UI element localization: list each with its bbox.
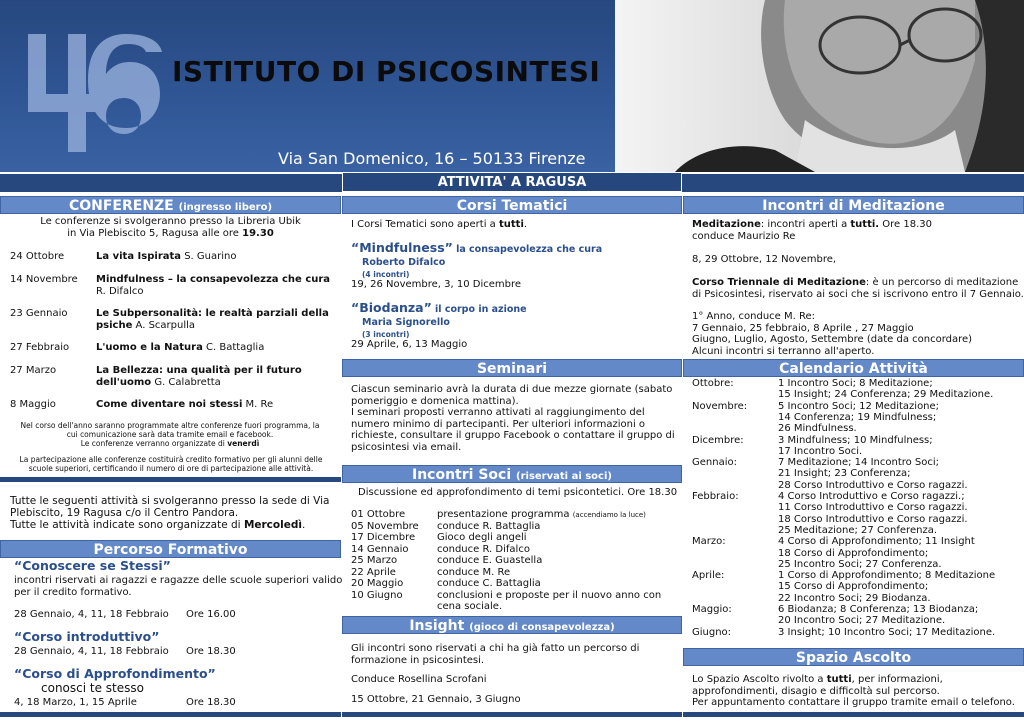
soci-date: 05 Novembre <box>351 520 419 532</box>
course-time: Ore 18.30 <box>186 697 236 708</box>
soci-topic: conduce R. Difalco <box>437 543 530 555</box>
soci-topic: Gioco degli angeli <box>437 532 527 543</box>
calendar-entry: 4 Corso Introduttivo e Corso ragazzi.; <box>778 491 965 502</box>
conferenze-note: Nel corso dell'anno saranno programmate altre conferenze fuori programma, la cui comunicazione sarà data tramite email e facebook. Le conferenze verranno organizzate di venerdì <box>20 421 320 448</box>
divider <box>0 477 341 482</box>
calendar-entry: 15 Corso di Approfondimento; <box>778 581 929 593</box>
calendar-entry: 18 Corso Introduttivo e Corso ragazzi. <box>778 513 968 525</box>
calendar-entry: 26 Mindfulness. <box>778 423 857 435</box>
conference-date: 27 Febbraio <box>10 342 70 353</box>
conference-title: La vita Ispirata S. Guarino <box>96 251 237 262</box>
soci-date: 14 Gennaio <box>351 543 409 555</box>
bottom-divider <box>342 712 682 717</box>
soci-topic: presentazione programma (accendiamo la luce) <box>437 509 646 520</box>
biodanza-teacher: Maria Signorello <box>362 317 450 328</box>
triennale-text: Corso Triennale di Meditazione: è un percorso di meditazione di Psicosintesi, riservato ai soci che si iscrivono entro il 7 Gennaio. <box>692 277 1024 300</box>
mindfulness-title: “Mindfulness” la consapevolezza che cura <box>351 240 603 255</box>
soci-section-header: Incontri Soci (riservati ai soci) <box>342 465 682 483</box>
conference-date: 8 Maggio <box>10 399 56 410</box>
soci-last-line: cena sociale. <box>437 601 503 612</box>
calendar-month: Aprile: <box>692 570 725 582</box>
soci-date: 01 Ottobre <box>351 509 406 520</box>
insight-text: Gli incontri sono riservati a chi ha già fatto un percorso di formazione in psicosintesi. <box>351 643 640 666</box>
calendar-month: Febbraio: <box>692 491 739 502</box>
calendar-month: Maggio: <box>692 604 732 615</box>
insight-conductor: Conduce Rosellina Scrofani <box>351 674 487 685</box>
soci-date: 20 Maggio <box>351 578 404 589</box>
meditazione-section-header: Incontri di Meditazione <box>683 196 1024 214</box>
calendar-month: Novembre: <box>692 400 748 412</box>
credito-note: La partecipazione alle conferenze costituirà credito formativo per gli alunni delle scuole superiori, certificando il numero di ore di partecipazione alle attività. <box>19 455 323 473</box>
calendar-entry: 25 Incontro Soci; 27 Conferenza. <box>778 558 942 570</box>
calendar-entry: 11 Corso Introduttivo e Corso ragazzi. <box>778 502 968 514</box>
corsi-intro: I Corsi Tematici sono aperti a tutti. <box>351 219 528 230</box>
calendar-entry: 5 Incontro Soci; 12 Meditazione; <box>778 400 940 412</box>
ascolto-text: Lo Spazio Ascolto rivolto a tutti, per informazioni, approfondimenti, disagio e difficoltà sul percorso. Per appuntamento contattare il gruppo tramite email o telefono. <box>692 674 1015 708</box>
bottom-divider <box>0 712 341 717</box>
biodanza-dates: 29 Aprile, 6, 13 Maggio <box>351 339 468 350</box>
soci-intro: Discussione ed approfondimento di temi psicontetici. Ore 18.30 <box>358 487 678 498</box>
soci-topic: conclusioni e proposte per il nuovo anno con <box>437 589 662 601</box>
calendar-entry: 7 Meditazione; 14 Incontro Soci; <box>778 457 940 469</box>
calendar-entry: 1 Incontro Soci; 8 Meditazione; <box>778 378 933 389</box>
page-title: ISTITUTO DI PSICOSINTESI <box>172 55 601 88</box>
portrait-photo <box>615 0 1024 172</box>
conference-date: 27 Marzo <box>10 365 57 376</box>
calendar-entry: 15 Insight; 24 Conferenza; 29 Meditazione. <box>778 389 994 401</box>
conference-date: 23 Gennaio <box>10 308 68 319</box>
calendar-month: Marzo: <box>692 536 726 548</box>
biodanza-count: (3 incontri) <box>362 330 410 339</box>
course-description: incontri riservati ai ragazzi e ragazze delle scuole superiori valido per il credito formativo. <box>14 575 343 598</box>
mindfulness-teacher: Roberto Difalco <box>362 257 446 268</box>
course-time: Ore 18.30 <box>186 646 236 657</box>
conferenze-section-header: CONFERENZE (ingresso libero) <box>0 196 341 214</box>
institute-logo <box>8 14 173 164</box>
calendar-entry: 21 Insight; 23 Conferenza; <box>778 468 911 480</box>
conference-title: Mindfulness – la consapevolezza che cura R. Difalco <box>96 274 331 297</box>
conference-date: 14 Novembre <box>10 274 78 285</box>
calendar-entry: 28 Corso Introduttivo e Corso ragazzi. <box>778 479 968 491</box>
calendar-entry: 22 Incontro Soci; 29 Biodanza. <box>778 592 931 604</box>
calendar-entry: 14 Conferenza; 19 Mindfulness; <box>778 411 937 423</box>
calendar-entry: 3 Mindfulness; 10 Mindfulness; <box>778 434 933 446</box>
soci-topic: conduce C. Battaglia <box>437 578 541 589</box>
mindfulness-count: (4 incontri) <box>362 270 410 279</box>
conference-title: Come diventare noi stessi M. Re <box>96 399 274 410</box>
meditazione-conductor: conduce Maurizio Re <box>692 231 796 242</box>
ascolto-section-header: Spazio Ascolto <box>683 648 1024 666</box>
conferenze-intro: Le conferenze si svolgeranno presso la Libreria Ubik in Via Plebiscito 5, Ragusa alle ore 19.30 <box>40 216 301 239</box>
insight-dates: 15 Ottobre, 21 Gennaio, 3 Giugno <box>351 694 521 705</box>
meditazione-intro: Meditazione: incontri aperti a tutti. Ore 18.30 <box>692 219 932 230</box>
calendar-entry: 6 Biodanza; 8 Conferenza; 13 Biodanza; <box>778 604 979 615</box>
sede-info: Tutte le seguenti attività si svolgeranno presso la sede di Via Plebiscito, 19 Ragusa c/o il Centro Pandora. Tutte le attività indicate sono organizzate di Mercoledì. <box>10 495 330 531</box>
calendar-entry: 17 Incontro Soci. <box>778 445 863 457</box>
institute-address: Via San Domenico, 16 – 50133 Firenze <box>278 149 586 168</box>
soci-date: 10 Giugno <box>351 589 403 601</box>
calendar-month: Giugno: <box>692 626 732 638</box>
conference-title: La Bellezza: una qualità per il futuro dell'uomo G. Calabretta <box>96 365 302 388</box>
course-subtitle: conosci te stesso <box>41 681 144 695</box>
calendario-section-header: Calendario Attività <box>683 359 1024 377</box>
soci-topic: conduce M. Re <box>437 566 511 578</box>
course-title: “Corso introduttivo” <box>14 629 160 644</box>
soci-date: 17 Dicembre <box>351 532 416 543</box>
soci-date: 25 Marzo <box>351 555 398 566</box>
seminari-text: Ciascun seminario avrà la durata di due mezze giornate (sabato pomeriggio e domenica mattina). I seminari proposti verranno attivati al raggiungimento del numero minimo di partecipanti. Per ulteriori informazioni o richieste, consultare il gruppo Facebook o contattare il gruppo di psicosintesi via email. <box>351 384 675 453</box>
calendar-month: Gennaio: <box>692 457 737 469</box>
calendar-entry: 18 Corso di Approfondimento; <box>778 547 929 559</box>
percorso-section-header: Percorso Formativo <box>0 540 341 558</box>
insight-section-header: Insight (gioco di consapevolezza) <box>342 616 682 634</box>
calendar-entry: 20 Incontro Soci; 27 Meditazione. <box>778 615 946 627</box>
calendar-entry: 1 Corso di Approfondimento; 8 Meditazione <box>778 570 996 582</box>
conference-title: L'uomo e la Natura C. Battaglia <box>96 342 265 353</box>
course-title: “Corso di Approfondimento” <box>14 666 216 681</box>
conference-title: Le Subpersonalità: le realtà parziali della psiche A. Scarpulla <box>96 308 329 331</box>
bottom-divider <box>683 712 1024 717</box>
calendar-entry: 25 Meditazione; 27 Conferenza. <box>778 524 937 536</box>
course-dates: 28 Gennaio, 4, 11, 18 Febbraio <box>14 609 169 620</box>
soci-topic: conduce E. Guastella <box>437 555 543 566</box>
soci-date: 22 Aprile <box>351 566 396 578</box>
course-time: Ore 16.00 <box>186 609 236 620</box>
meditazione-dates: 8, 29 Ottobre, 12 Novembre, <box>692 254 837 265</box>
seminari-section-header: Seminari <box>342 359 682 377</box>
calendar-entry: 3 Insight; 10 Incontro Soci; 17 Meditazione. <box>778 626 996 638</box>
calendar-month: Ottobre: <box>692 378 734 389</box>
calendar-entry: 4 Corso di Approfondimento; 11 Insight <box>778 536 975 548</box>
course-dates: 28 Gennaio, 4, 11, 18 Febbraio <box>14 646 169 657</box>
triennale-dates: 1° Anno, conduce M. Re: 7 Gennaio, 25 febbraio, 8 Aprile , 27 Maggio Giugno, Luglio, Agosto, Settembre (date da concordare) Alcuni incontri si terranno all'aperto. <box>692 311 973 357</box>
corsi-section-header: Corsi Tematici <box>342 196 682 214</box>
soci-topic: conduce R. Battaglia <box>437 520 541 532</box>
activities-heading: ATTIVITA' A RAGUSA <box>342 172 682 192</box>
course-title: “Conoscere se Stessi” <box>14 558 171 573</box>
calendar-month: Dicembre: <box>692 434 744 446</box>
biodanza-title: “Biodanza” il corpo in azione <box>351 300 527 315</box>
conference-date: 24 Ottobre <box>10 251 65 262</box>
mindfulness-dates: 19, 26 Novembre, 3, 10 Dicembre <box>351 279 522 290</box>
course-dates: 4, 18 Marzo, 1, 15 Aprile <box>14 697 137 708</box>
